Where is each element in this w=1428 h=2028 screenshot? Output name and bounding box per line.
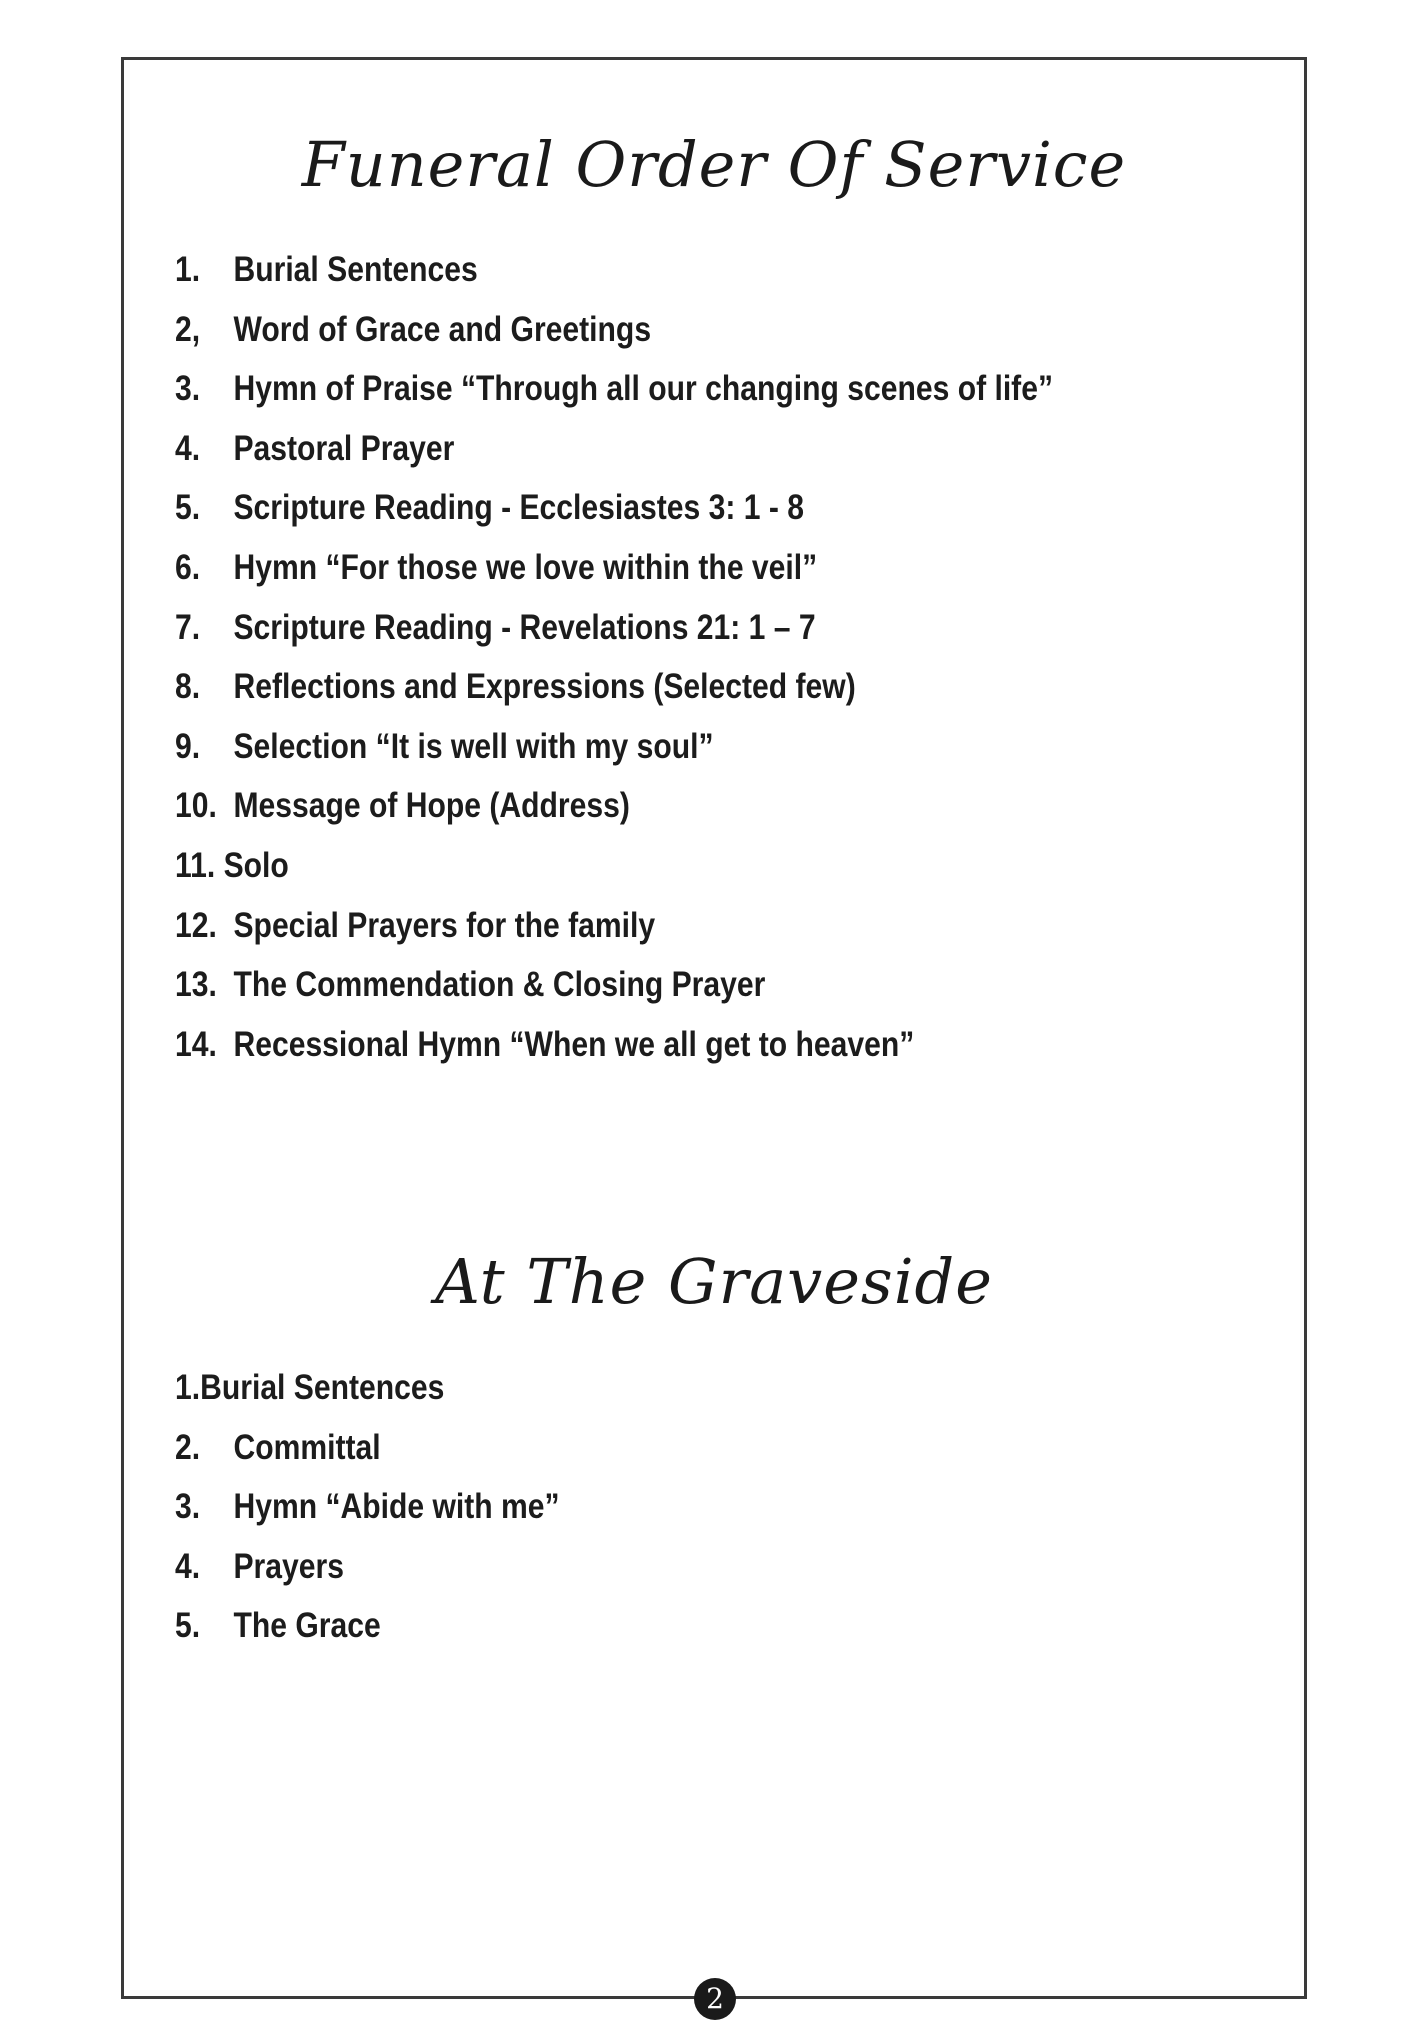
item-number: 1. (175, 250, 201, 289)
list-item (175, 963, 1053, 1023)
item-text: Hymn of Praise “Through all our changing scenes of life” (233, 369, 1054, 409)
item-number: 3. (175, 369, 201, 409)
item-text: Reflections and Expressions (Selected few) (233, 667, 856, 707)
service-title: Funeral Order Of Service (301, 128, 1127, 201)
list-item (175, 725, 1053, 785)
item-number: 5. (175, 488, 201, 528)
item-number: 12. (175, 905, 217, 945)
item-number: 1. (175, 1368, 201, 1407)
list-item (175, 1545, 560, 1605)
item-text: Burial Sentences (200, 1368, 445, 1407)
item-number: 10. (175, 786, 217, 826)
item-number: 2, (175, 309, 201, 349)
item-number: 7. (175, 607, 201, 647)
list-item (175, 904, 1053, 964)
page-number: 2 (694, 1978, 736, 2020)
graveside-title: At The Graveside (435, 1245, 993, 1318)
item-text: Scripture Reading - Ecclesiastes 3: 1 - 8 (233, 488, 804, 528)
list-item (175, 486, 1053, 546)
item-text: Pastoral Prayer (233, 428, 455, 468)
list-item (175, 784, 1053, 844)
item-text: Burial Sentences (233, 250, 478, 289)
list-item (175, 1426, 560, 1486)
item-text: Prayers (233, 1546, 344, 1586)
list-item (175, 1366, 560, 1426)
item-text: Committal (233, 1427, 381, 1467)
list-item (175, 1023, 1053, 1083)
item-number: 4. (175, 428, 201, 468)
list-item (175, 606, 1053, 666)
list-item (175, 427, 1053, 487)
graveside-list (175, 1366, 560, 1664)
item-text: Special Prayers for the family (233, 905, 656, 945)
item-text: Recessional Hymn “When we all get to heaven” (233, 1024, 915, 1064)
item-number: 14. (175, 1024, 217, 1064)
item-number: 13. (175, 965, 217, 1005)
item-number: 2. (175, 1427, 201, 1467)
item-number: 6. (175, 547, 201, 587)
item-text: Solo (223, 845, 289, 885)
item-number: 5. (175, 1606, 201, 1646)
list-item (175, 308, 1053, 368)
item-text: Selection “It is well with my soul” (233, 726, 714, 766)
list-item (175, 367, 1053, 427)
item-number: 9. (175, 726, 201, 766)
item-number: 4. (175, 1546, 201, 1586)
list-item (175, 844, 1053, 904)
list-item (175, 665, 1053, 725)
list-item (175, 1485, 560, 1545)
item-text: Message of Hope (Address) (233, 786, 630, 826)
item-text: The Grace (233, 1606, 381, 1646)
item-text: Word of Grace and Greetings (233, 309, 652, 349)
item-text: Hymn “For those we love within the veil” (233, 547, 818, 587)
list-item (175, 248, 1053, 308)
list-item (175, 1604, 560, 1664)
item-text: Scripture Reading - Revelations 21: 1 – 7 (233, 607, 816, 647)
item-text: Hymn “Abide with me” (233, 1487, 560, 1527)
item-number: 11. (175, 845, 216, 885)
item-number: 3. (175, 1487, 201, 1527)
service-order-list (175, 248, 1053, 1082)
list-item (175, 546, 1053, 606)
item-text: The Commendation & Closing Prayer (233, 965, 766, 1005)
item-number: 8. (175, 667, 201, 707)
